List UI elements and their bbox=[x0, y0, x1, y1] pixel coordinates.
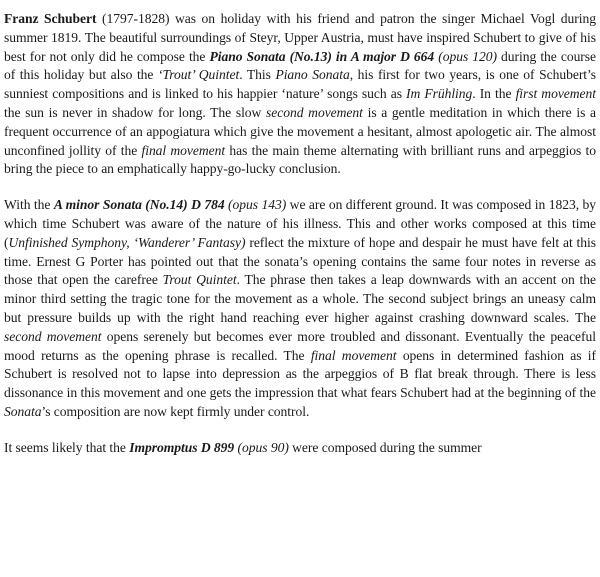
text-run: It seems likely that the bbox=[4, 439, 130, 455]
text-run: reflect the mixture of hope and despair he must have felt at this time. Ernest G Porter has pointed out that the sonata’s opening contains the same four notes in reverse as those that open the carefree bbox=[4, 234, 596, 288]
text-run: we are on different ground. It was composed in 1823, by which time Schubert was aware of the nature of his illness. This and other works composed at this time ( bbox=[4, 197, 597, 250]
text-run: during the course of this holiday but also the bbox=[4, 48, 597, 83]
text-run: were composed during the summer bbox=[288, 439, 482, 455]
text-run: has the main theme alternating with brilliant runs and arpeggios to bring the piece to an emphatically happy-go-lucky conclusion. bbox=[4, 142, 596, 177]
text-run: Piano Sonata bbox=[275, 67, 350, 83]
text-run: ‘Trout’ Quintet bbox=[158, 67, 240, 83]
text-run: Sonata bbox=[4, 403, 42, 419]
text-run: (opus 90) bbox=[234, 439, 289, 455]
text-run: first movement bbox=[515, 86, 597, 102]
paragraph-impromptus bbox=[4, 439, 596, 458]
text-run: . This bbox=[239, 67, 276, 83]
text-run: final movement bbox=[141, 142, 226, 158]
text-run: Trout Quintet bbox=[162, 272, 237, 288]
text-run: (1797-1828) was on holiday with his friend and patron the singer Michael Vogl during summer 1819. The beautiful surroundings of Steyr, Upper Austria, must have inspired Schubert to give of his best for not only did he compose the bbox=[4, 11, 596, 64]
text-run: ’s composition are now kept firmly under control. bbox=[41, 403, 310, 419]
text-run: final movement bbox=[310, 347, 397, 363]
text-run: , his first for two years, is one of Schubert’s sunniest compositions and is linked to his happier ‘nature’ songs such as bbox=[4, 67, 597, 102]
text-run: the sun is never in shadow for long. The slow bbox=[4, 104, 267, 120]
text-run: (opus 143) bbox=[224, 197, 287, 213]
text-run: (opus 120) bbox=[434, 48, 497, 64]
text-run: Franz Schubert bbox=[4, 11, 97, 26]
text-run: Impromptus D 899 bbox=[129, 439, 235, 455]
text-run: opens in determined fashion as if Schubert is resolved not to lapse into depression as the arpeggios of B flat break through. There is less dissonance in this movement and one gets the impression that what fears Schubert had at the beginning of the bbox=[4, 347, 596, 401]
text-run: . The phrase then takes a leap downwards with an accent on the minor third setting the tragic tone for the movement as a whole. The second subject brings an uneasy calm but pressure builds up with the right hand reaching ever higher against crashing downward scales. The bbox=[4, 272, 596, 325]
text-run: With the bbox=[4, 197, 54, 213]
text-run: . In the bbox=[472, 86, 516, 102]
text-run: is a gentle meditation in which there is a frequent occurrence of an appogiatura which give the movement a hesitant, almost apologetic air. The almost unconfined jollity of the bbox=[4, 104, 596, 158]
text-run: Piano Sonata (No.13) in A major D 664 bbox=[209, 48, 435, 64]
paragraph-piano-sonata-13 bbox=[4, 10, 596, 179]
text-run: second movement bbox=[266, 104, 363, 120]
text-run: Unfinished Symphony, ‘Wanderer’ Fantasy) bbox=[8, 234, 246, 250]
document-page bbox=[4, 10, 596, 475]
text-run: second movement bbox=[4, 328, 102, 344]
paragraph-a-minor-sonata-14 bbox=[4, 196, 596, 422]
text-run: Im Frühling bbox=[406, 86, 473, 102]
text-run: A minor Sonata (No.14) D 784 bbox=[53, 197, 225, 213]
text-run: opens serenely but becomes ever more troubled and dissonant. Eventually the peaceful mood returns as the opening phrase is recalled. The bbox=[4, 328, 596, 363]
